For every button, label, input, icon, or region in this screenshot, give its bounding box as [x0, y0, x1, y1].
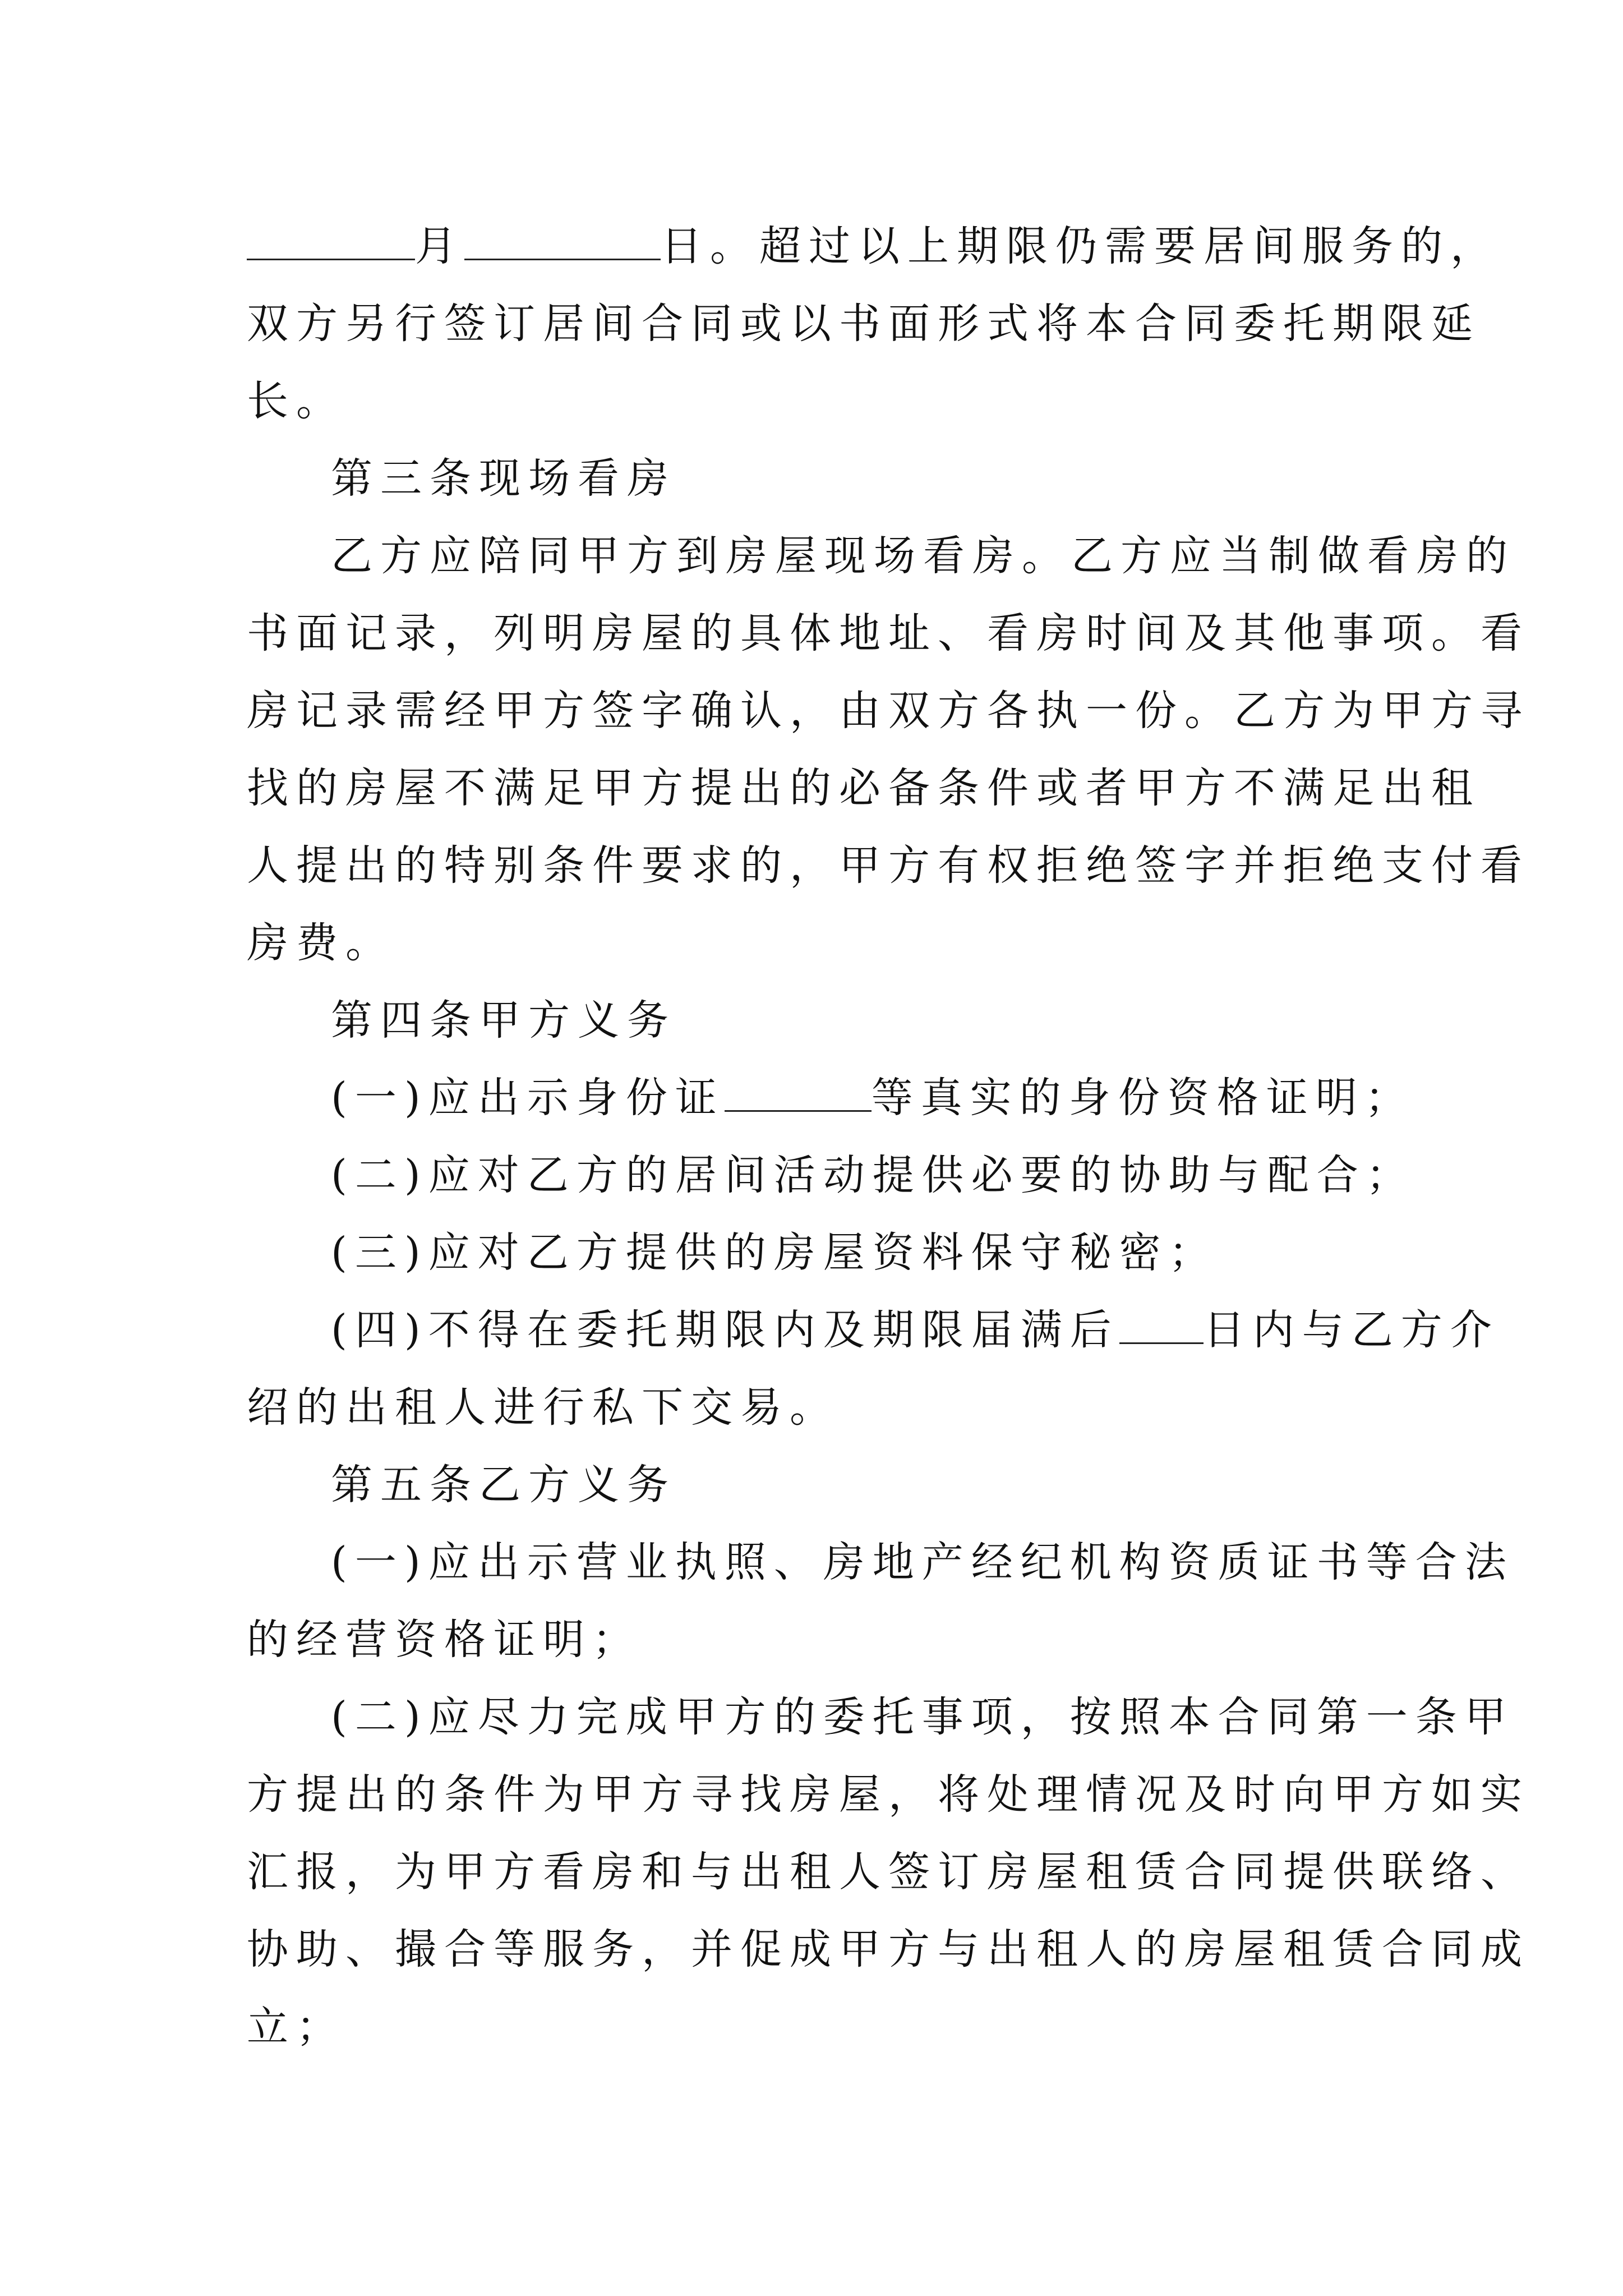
text-fragment: 等真实的身份资格证明； — [871, 1074, 1414, 1122]
text-month: 月 — [415, 222, 464, 270]
text-line: 乙方应陪同甲方到房屋现场看房。乙方应当制做看房的 — [331, 532, 1515, 580]
text-line: 找的房屋不满足甲方提出的必备条件或者甲方不满足出租 — [247, 764, 1481, 812]
text-line: 立； — [247, 2003, 345, 2051]
text-line: 协助、撮合等服务，并促成甲方与出租人的房屋租赁合同成 — [247, 1925, 1530, 1973]
blank-day — [464, 219, 661, 260]
text-line: 人提出的特别条件要求的，甲方有权拒绝签字并拒绝支付看 — [247, 841, 1530, 890]
article-3-title: 第三条现场看房 — [331, 454, 676, 503]
text-line — [247, 208, 1500, 285]
text-line: (二)应尽力完成甲方的委托事项，按照本合同第一条甲 — [331, 1693, 1514, 1741]
text-line: 双方另行签订居间合同或以书面形式将本合同委托期限延 — [247, 300, 1481, 348]
text-line: 汇报，为甲方看房和与出租人签订房屋租赁合同提供联络、 — [247, 1848, 1530, 1896]
text-fragment: (一)应出示身份证 — [331, 1074, 725, 1122]
text-line: (三)应对乙方提供的房屋资料保守秘密； — [331, 1228, 1218, 1277]
text-line: 房记录需经甲方签字确认，由双方各执一份。乙方为甲方寻 — [247, 687, 1530, 735]
text-line: 的经营资格证明； — [247, 1616, 642, 1664]
text-line — [247, 1059, 1414, 1137]
text-line: 房费。 — [247, 919, 395, 967]
text-fragment: (四)不得在委托期限内及期限届满后 — [331, 1306, 1119, 1354]
blank-month — [247, 219, 415, 260]
text-line: 绍的出租人进行私下交易。 — [247, 1383, 839, 1432]
text-line — [247, 1291, 1500, 1369]
document-body — [247, 208, 1530, 2065]
text-line: (二)应对乙方的居间活动提供必要的协助与配合； — [331, 1151, 1415, 1199]
text-line: (一)应出示营业执照、房地产经纪机构资质证书等合法 — [331, 1538, 1514, 1586]
text-line: 长。 — [247, 377, 345, 425]
blank-id — [725, 1071, 872, 1112]
text-line: 方提出的条件为甲方寻找房屋，将处理情况及时向甲方如实 — [247, 1770, 1530, 1819]
text-line: 书面记录，列明房屋的具体地址、看房时间及其他事项。看 — [247, 609, 1530, 657]
text-fragment: 日。超过以上期限仍需要居间服务的， — [661, 222, 1500, 270]
text-fragment: 日内与乙方介 — [1203, 1306, 1500, 1354]
blank-days — [1119, 1303, 1204, 1344]
article-5-title: 第五条乙方义务 — [331, 1461, 676, 1509]
article-4-title: 第四条甲方义务 — [331, 996, 676, 1045]
